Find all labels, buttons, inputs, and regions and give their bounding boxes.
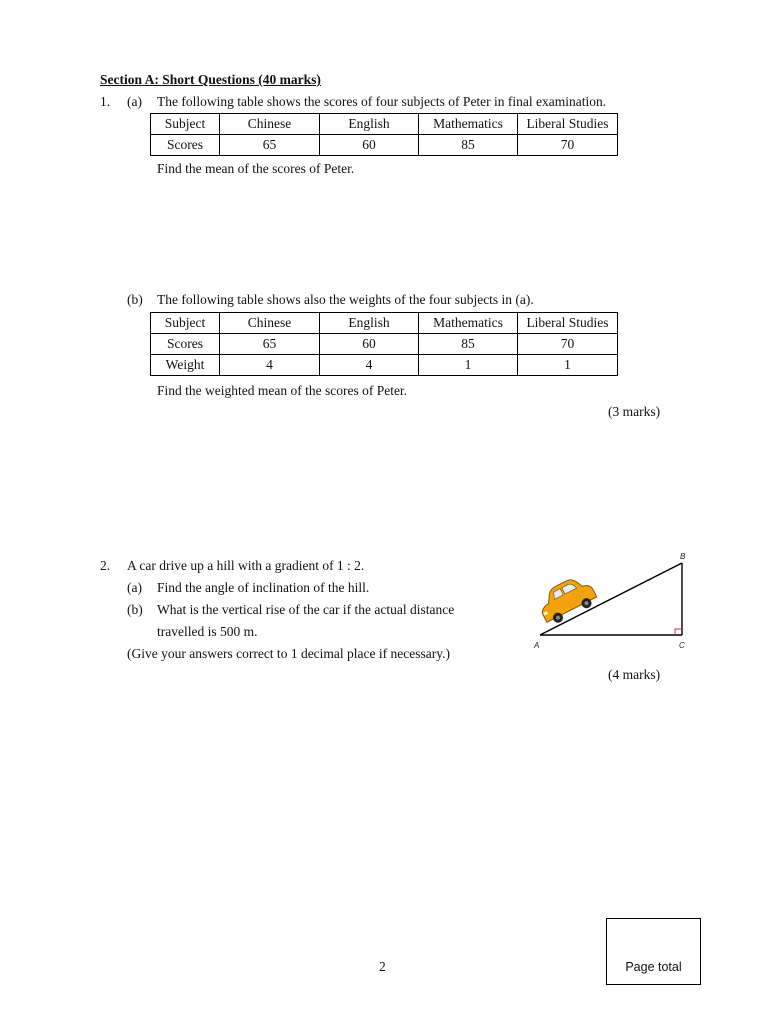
table-cell: Weight (151, 355, 220, 376)
q2-text: A car drive up a hill with a gradient of 1 : 2. (127, 558, 365, 573)
page-total-label: Page total (625, 960, 682, 974)
right-angle-mark (675, 629, 682, 635)
table-cell: English (320, 114, 419, 135)
page-total-box (606, 918, 701, 985)
table-cell: Chinese (220, 313, 320, 334)
table-header-row (151, 313, 618, 334)
q1b-text: The following table shows also the weights of the four subjects in (a). (157, 292, 534, 307)
table-cell: Mathematics (419, 114, 518, 135)
q2-marks: (4 marks) (608, 667, 661, 682)
q1b-label: (b) (127, 292, 143, 307)
section-title: Section A: Short Questions (40 marks) (100, 72, 321, 87)
table-cell: Scores (151, 334, 220, 355)
table-cell: 60 (320, 334, 419, 355)
vertex-label-b: B (680, 552, 686, 561)
q2-note: (Give your answers correct to 1 decimal place if necessary.) (127, 646, 450, 661)
table-cell: 70 (518, 135, 618, 156)
table-cell: 65 (220, 334, 320, 355)
q2b-text-line1: What is the vertical rise of the car if the actual distance (157, 602, 455, 617)
q2b-label: (b) (127, 602, 143, 617)
table-cell: 1 (419, 355, 518, 376)
vertex-label-c: C (679, 641, 685, 650)
q1a-scores-table (150, 113, 618, 156)
table-cell: Scores (151, 135, 220, 156)
table-cell: English (320, 313, 419, 334)
table-cell: 4 (220, 355, 320, 376)
hill-diagram (528, 548, 693, 652)
table-cell: 85 (419, 334, 518, 355)
table-cell: 1 (518, 355, 618, 376)
table-header-row (151, 114, 618, 135)
table-cell: Chinese (220, 114, 320, 135)
q2a-text: Find the angle of inclination of the hill. (157, 580, 370, 595)
table-row (151, 334, 618, 355)
table-cell: Liberal Studies (518, 114, 618, 135)
table-row (151, 355, 618, 376)
q1b-weights-table (150, 312, 618, 376)
q1b-question: Find the weighted mean of the scores of Peter. (157, 383, 408, 398)
q2b-text-line2: travelled is 500 m. (157, 624, 258, 639)
table-cell: Liberal Studies (518, 313, 618, 334)
table-cell: 4 (320, 355, 419, 376)
q2-number: 2. (100, 558, 111, 573)
q1a-label: (a) (127, 94, 142, 109)
table-cell: 70 (518, 334, 618, 355)
q1b-marks: (3 marks) (608, 404, 661, 419)
page-number: 2 (379, 959, 386, 974)
table-cell: 60 (320, 135, 419, 156)
table-cell: Mathematics (419, 313, 518, 334)
table-cell: 85 (419, 135, 518, 156)
q2a-label: (a) (127, 580, 142, 595)
table-cell: Subject (151, 114, 220, 135)
q1a-question: Find the mean of the scores of Peter. (157, 161, 355, 176)
car-icon (534, 572, 599, 628)
q1a-text: The following table shows the scores of four subjects of Peter in final examination. (157, 94, 607, 109)
table-cell: Subject (151, 313, 220, 334)
vertex-label-a: A (534, 641, 540, 650)
q1-number: 1. (100, 94, 111, 109)
table-row (151, 135, 618, 156)
table-cell: 65 (220, 135, 320, 156)
